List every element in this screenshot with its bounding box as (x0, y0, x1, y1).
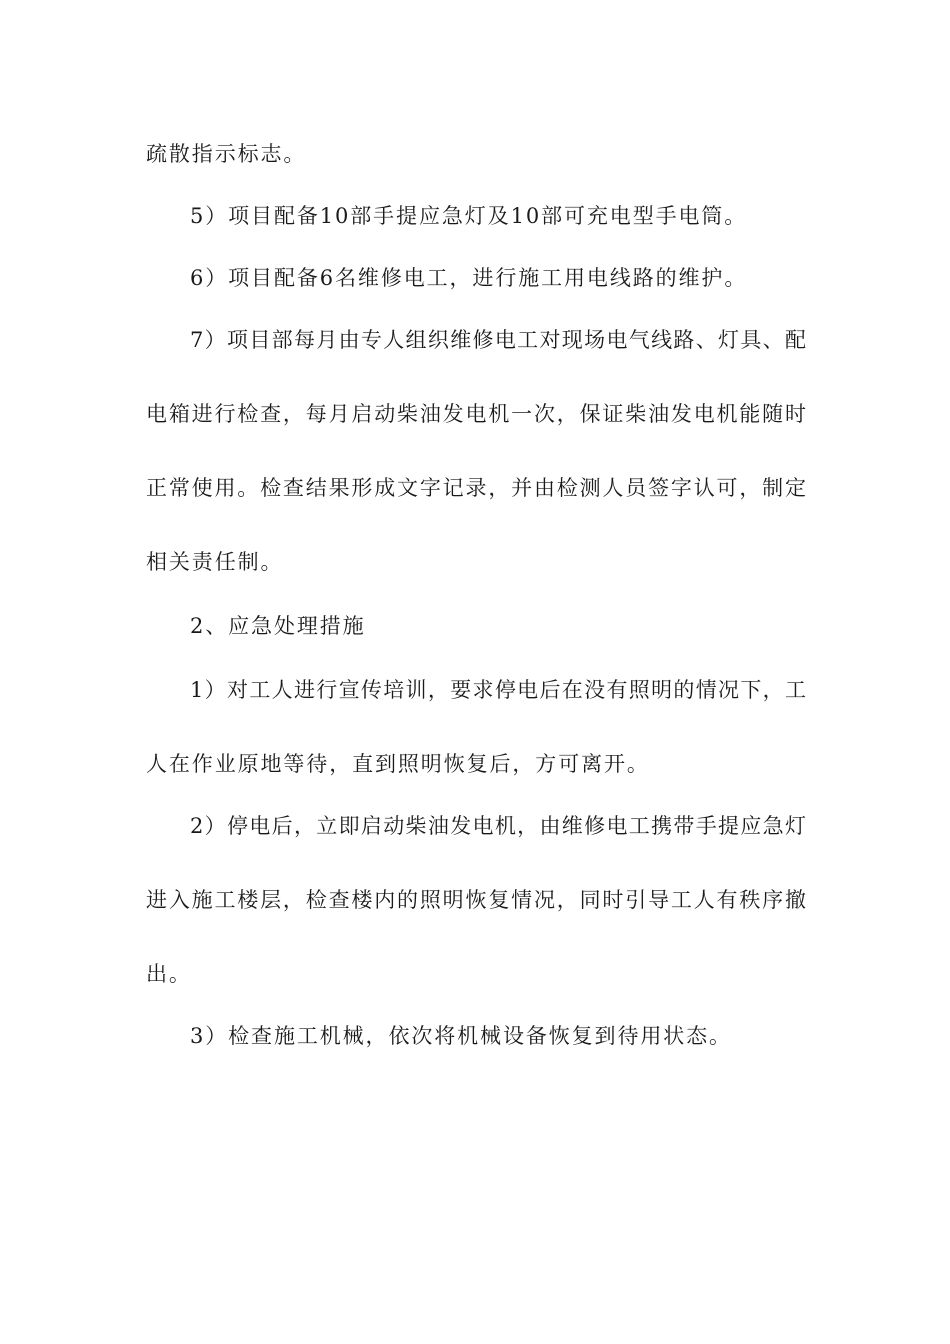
text-line: 相关责任制。 (146, 550, 284, 574)
text-line: 5）项目配备10部手提应急灯及10部可充电型手电筒。 (190, 204, 748, 228)
text-line: 1）对工人进行宣传培训，要求停电后在没有照明的情况下，工 (190, 678, 806, 702)
text-line: 7）项目部每月由专人组织维修电工对现场电气线路、灯具、配 (190, 328, 806, 352)
text-line: 进入施工楼层，检查楼内的照明恢复情况，同时引导工人有秩序撤 (146, 888, 806, 912)
section-heading: 2、应急处理措施 (190, 614, 366, 638)
text-line: 正常使用。检查结果形成文字记录，并由检测人员签字认可，制定 (146, 476, 806, 500)
text-line: 电箱进行检查，每月启动柴油发电机一次，保证柴油发电机能随时 (146, 402, 806, 426)
text-line: 疏散指示标志。 (146, 142, 307, 166)
text-line: 2）停电后，立即启动柴油发电机，由维修电工携带手提应急灯 (190, 814, 806, 838)
text-line: 3）检查施工机械，依次将机械设备恢复到待用状态。 (190, 1024, 732, 1048)
text-line: 出。 (146, 962, 192, 986)
text-line: 6）项目配备6名维修电工，进行施工用电线路的维护。 (190, 266, 748, 290)
text-line: 人在作业原地等待，直到照明恢复后，方可离开。 (146, 752, 650, 776)
